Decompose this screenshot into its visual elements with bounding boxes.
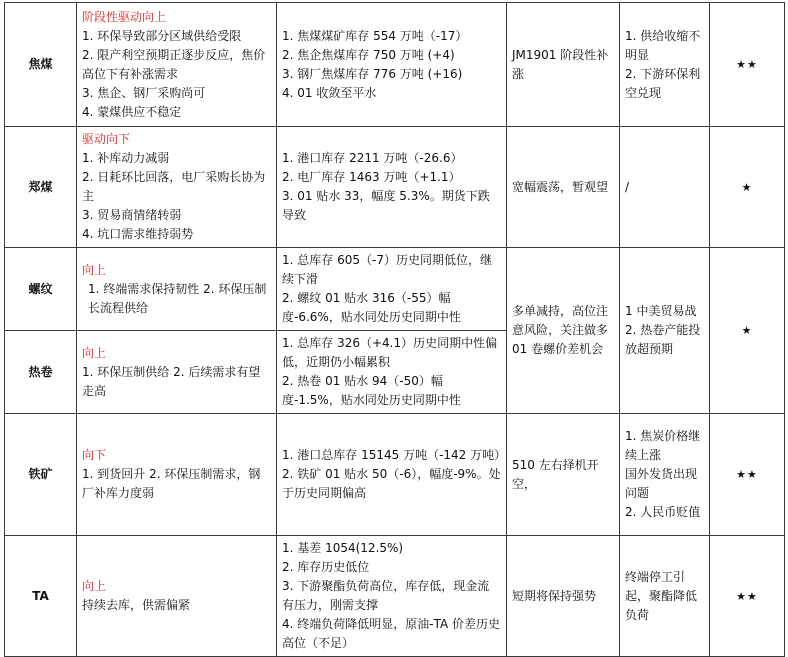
risk-item: 1. 焦炭价格继续上涨 [625,429,701,462]
strategy-cell: 短期将保持强势 [507,536,620,657]
commodity-name: 热卷 [5,331,77,414]
data-item: 2. 螺纹 01 贴水 316（-55）幅度-6.6%，贴水同处历史同期中性 [282,291,461,324]
direction-label: 阶段性驱动向上 [82,9,167,24]
data-cell [277,248,507,331]
commodity-name: 郑煤 [5,127,77,248]
commodity-name: 螺纹 [5,248,77,331]
driver-cell [77,331,277,414]
risk-cell [620,3,710,127]
driver-item: 1. 补库动力减弱 [82,151,170,165]
data-item: 3. 01 贴水 33，幅度 5.3%。期货下跌导致 [282,189,490,222]
table-row [5,248,785,331]
risk-item: 2. 人民币贬值 [625,505,701,519]
direction-label: 向上 [82,579,107,593]
risk-item: 国外发货出现问题 [625,467,698,500]
data-item: 2. 电厂库存 1463 万吨（+1.1） [282,170,461,184]
rating-stars: ★★ [710,414,785,536]
risk-item: / [625,179,630,194]
data-item: 1. 总库存 605（-7）历史同期低位，继续下滑 [282,253,492,286]
driver-cell [77,248,277,331]
risk-cell [620,248,710,414]
data-cell [277,414,507,536]
data-item: 3. 下游聚酯负荷高位，库存低，现金流有压力，刚需支撑 [282,579,490,612]
data-cell [277,127,507,248]
commodity-name: 焦煤 [5,3,77,127]
risk-item: 终端停工引起，聚酯降低负荷 [625,569,698,622]
data-item: 1. 总库存 326（+4.1）历史同期中性偏低，近期仍小幅累积 [282,336,498,369]
data-item: 2. 库存历史低位 [282,560,370,574]
strategy-cell: 多单减持，高位注意风险，关注做多 01 卷螺价差机会 [507,248,620,414]
data-item: 2. 铁矿 01 贴水 50（-6），幅度-9%。处于历史同期偏高 [282,467,501,500]
commodity-name: TA [5,536,77,657]
driver-item: 1. 到货回升 2. 环保压制需求，钢厂补库力度弱 [82,467,261,500]
strategy-cell: 510 左右择机开空， [507,414,620,536]
direction-label: 驱动向下 [82,132,131,146]
driver-item: 3. 焦企、钢厂采购尚可 [82,85,206,100]
risk-item: 2. 下游环保利空兑现 [625,66,701,100]
direction-label: 向上 [82,262,107,277]
data-item: 2. 焦企焦煤库存 750 万吨 (+4) [282,47,455,62]
rating-stars: ★ [710,248,785,414]
direction-label: 向下 [82,448,107,462]
data-item: 1. 港口总库存 15145 万吨（-142 万吨） [282,448,507,462]
table-row [5,127,785,248]
driver-item: 1. 环保压制供给 2. 后续需求有望走高 [82,364,261,398]
driver-item: 1. 终端需求保持韧性 2. 环保压制长流程供给 [88,281,267,315]
risk-item: 2. 热卷产能投放超预期 [625,323,701,356]
driver-item: 3. 贸易商情绪转弱 [82,208,182,222]
table-row [5,414,785,536]
driver-cell [77,3,277,127]
driver-item: 1. 环保导致部分区域供给受限 [82,28,242,43]
commodity-strategy-table [4,2,785,657]
driver-item: 4. 蒙煤供应不稳定 [82,104,182,119]
risk-item: 1. 供给收缩不明显 [625,28,701,62]
data-item: 1. 基差 1054(12.5%) [282,541,404,555]
commodity-name: 铁矿 [5,414,77,536]
risk-item: 1 中美贸易战 [625,304,697,318]
driver-cell [77,414,277,536]
rating-stars: ★ [710,127,785,248]
data-cell [277,331,507,414]
data-cell [277,536,507,657]
rating-stars: ★★ [710,3,785,127]
driver-item: 持续去库，供需偏紧 [82,598,191,612]
driver-cell [77,536,277,657]
strategy-cell: JM1901 阶段性补涨 [507,3,620,127]
driver-item: 4. 坑口需求维持弱势 [82,227,194,241]
table-row [5,3,785,127]
data-item: 1. 焦煤煤矿库存 554 万吨（-17） [282,28,468,43]
data-item: 2. 热卷 01 贴水 94（-50）幅度-1.5%，贴水同处历史同期中性 [282,374,461,407]
risk-cell [620,414,710,536]
driver-cell [77,127,277,248]
data-item: 3. 钢厂焦煤库存 776 万吨 (+16) [282,66,463,81]
data-item: 4. 01 收敛至平水 [282,85,377,100]
driver-item: 2. 日耗环比回落，电厂采购长协为主 [82,170,266,203]
strategy-cell: 宽幅震荡，暂观望 [507,127,620,248]
risk-cell [620,127,710,248]
risk-cell [620,536,710,657]
data-item: 4. 终端负荷降低明显，原油-TA 价差历史高位（不足） [282,617,501,650]
data-item: 1. 港口库存 2211 万吨（-26.6） [282,151,463,165]
driver-item: 2. 限产利空预期正逐步反应，焦价高位下有补涨需求 [82,47,266,81]
table-row [5,536,785,657]
direction-label: 向上 [82,345,107,360]
rating-stars: ★★ [710,536,785,657]
data-cell [277,3,507,127]
